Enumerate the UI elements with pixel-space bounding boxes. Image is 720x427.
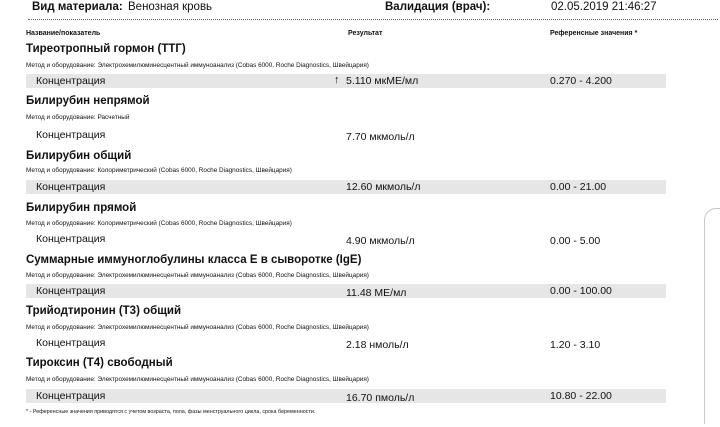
test-title: Тироксин (Т4) свободный <box>26 357 173 369</box>
column-header-reference: Референсные значения * <box>550 30 638 37</box>
validation-label: Валидация (врач): <box>385 1 491 13</box>
parameter-name: Концентрация <box>36 337 106 349</box>
test-method: Метод и оборудование: Электрохемилюминесцентный иммуноанализ (Cobas 6000, Roche Diagnostics, Швейцария) <box>26 62 369 69</box>
material-label: Вид материала: <box>32 1 123 13</box>
material-value: Венозная кровь <box>128 1 213 13</box>
parameter-name: Концентрация <box>36 181 106 193</box>
test-method: Метод и оборудование: Колориметрический (Cobas 6000, Roche Diagnostics, Швейцария) <box>26 220 292 227</box>
test-title: Билирубин непрямой <box>26 95 150 107</box>
parameter-name: Концентрация <box>36 129 106 141</box>
result-row <box>26 389 666 403</box>
parameter-name: Концентрация <box>36 285 106 297</box>
reference-range: 0.00 - 21.00 <box>550 181 607 193</box>
report-header <box>0 0 720 18</box>
reference-range: 1.20 - 3.10 <box>550 339 601 351</box>
high-flag-arrow-icon: ↑ <box>334 74 340 86</box>
parameter-name: Концентрация <box>36 75 106 87</box>
result-value: 5.110 мкМЕ/мл <box>346 75 419 87</box>
reference-range: 0.270 - 4.200 <box>550 75 612 87</box>
result-row <box>26 336 666 350</box>
column-header-name: Название/показатель <box>26 30 101 37</box>
result-value: 12.60 мкмоль/л <box>346 181 421 193</box>
side-panel-edge <box>704 208 720 424</box>
test-title: Билирубин общий <box>26 150 132 162</box>
test-title: Билирубин прямой <box>26 202 137 214</box>
result-value: 2.18 нмоль/л <box>346 339 409 351</box>
test-method: Метод и оборудование: Электрохемилюминесцентный иммуноанализ (Cobas 6000, Roche Diagnostics, Швейцария) <box>26 324 369 331</box>
result-row <box>26 284 666 298</box>
result-row <box>26 128 666 142</box>
test-method: Метод и оборудование: Электрохемилюминесцентный иммуноанализ (Cobas 6000, Roche Diagnostics, Швейцария) <box>26 272 369 279</box>
test-title: Тиреотропный гормон (ТТГ) <box>26 43 186 55</box>
test-title: Трийодтиронин (Т3) общий <box>26 305 182 317</box>
parameter-name: Концентрация <box>36 390 106 402</box>
test-method: Метод и оборудование: Электрохемилюминесцентный иммуноанализ (Cobas 6000, Roche Diagnostics, Швейцария) <box>26 376 369 383</box>
reference-range: 10.80 - 22.00 <box>550 390 612 402</box>
test-method: Метод и оборудование: Расчетный <box>26 114 130 121</box>
parameter-name: Концентрация <box>36 233 106 245</box>
test-title: Суммарные иммуноглобулины класса E в сыворотке (IgE) <box>26 254 362 266</box>
reference-range: 0.00 - 100.00 <box>550 285 612 297</box>
result-row <box>26 74 666 88</box>
result-row <box>26 180 666 194</box>
result-value: 11.48 МЕ/мл <box>346 287 407 299</box>
result-row <box>26 232 666 246</box>
reference-footnote: * - Референсные значения приводятся с учетом возраста, пола, фазы менструального цикла, срока беременности. <box>26 409 316 415</box>
test-method: Метод и оборудование: Колориметрический (Cobas 6000, Roche Diagnostics, Швейцария) <box>26 167 292 174</box>
reference-range: 0.00 - 5.00 <box>550 235 601 247</box>
result-value: 16.70 пмоль/л <box>346 392 415 404</box>
result-value: 4.90 мкмоль/л <box>346 235 415 247</box>
column-header-result: Результат <box>348 30 383 37</box>
result-value: 7.70 мкмоль/л <box>346 131 415 143</box>
validation-value: 02.05.2019 21:46:27 <box>551 1 657 13</box>
header-divider <box>28 19 718 20</box>
